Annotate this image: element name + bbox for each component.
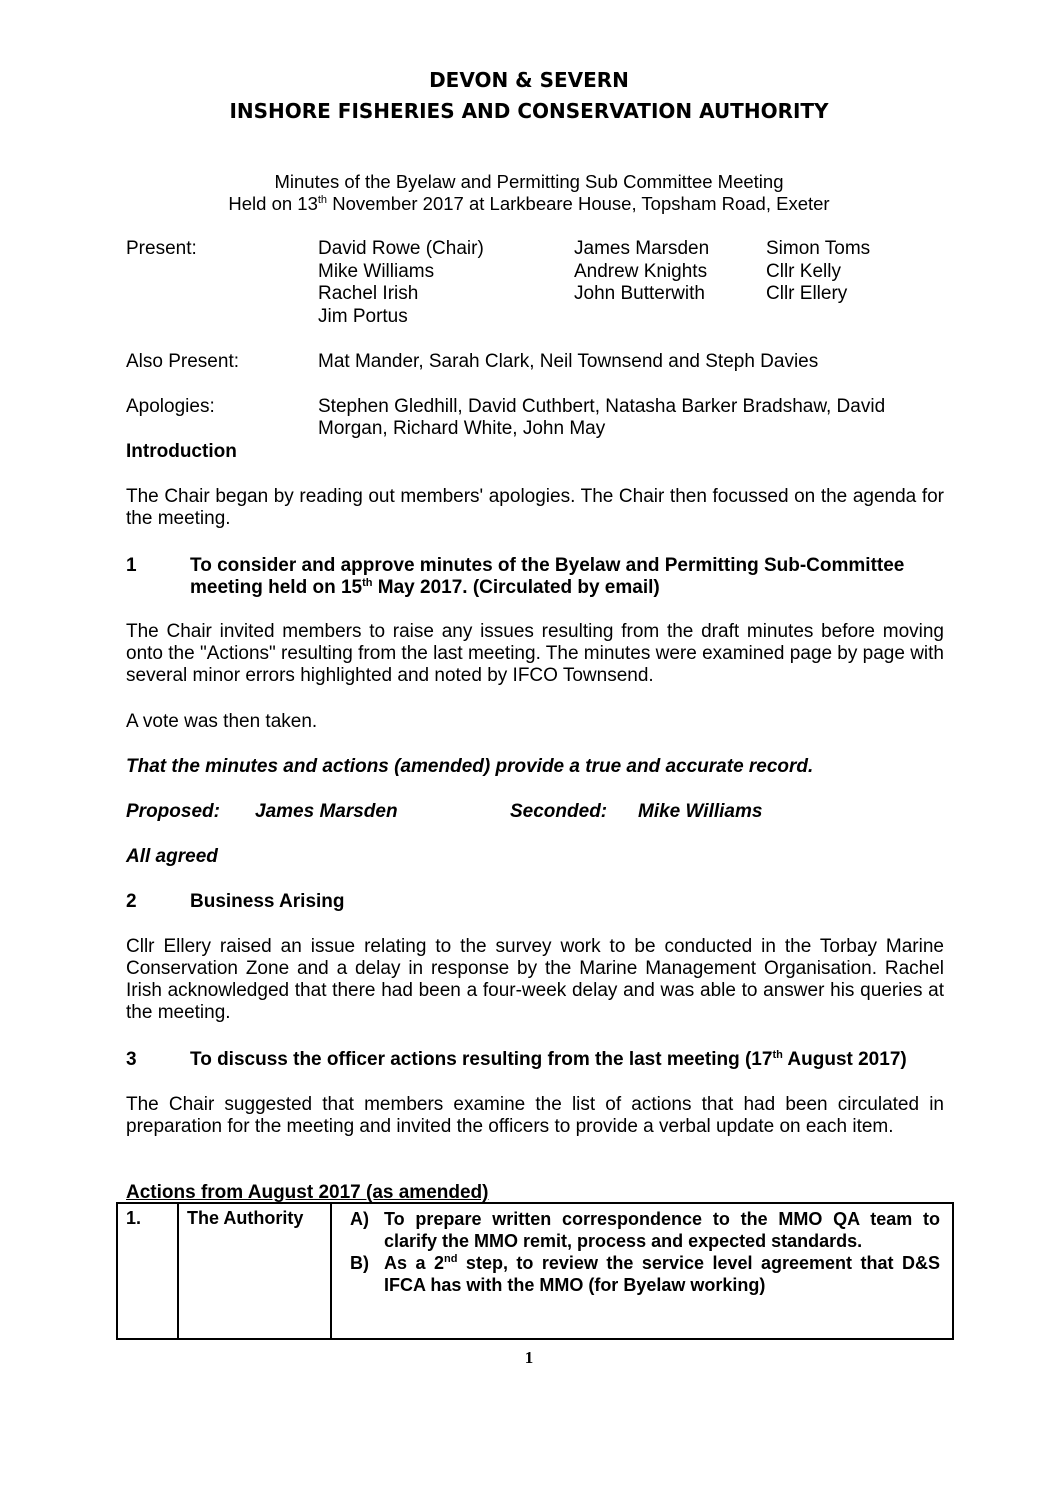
also-present-names: Mat Mander, Sarah Clark, Neil Townsend and Steph Davies xyxy=(318,351,819,372)
org-title-line1: DEVON & SEVERN xyxy=(429,68,629,92)
meeting-subtitle: Minutes of the Byelaw and Permitting Sub Committee Meeting xyxy=(274,171,784,192)
present-label: Present: xyxy=(126,238,197,259)
org-title-line2: INSHORE FISHERIES AND CONSERVATION AUTHORITY xyxy=(229,99,829,123)
attendee-name: Andrew Knights xyxy=(574,260,708,282)
apologies-label: Apologies: xyxy=(126,396,215,417)
item1-number: 1 xyxy=(126,555,137,576)
meeting-held-line: Held on 13th November 2017 at Larkbeare House, Topsham Road, Exeter xyxy=(228,193,830,214)
item3-text: The Chair suggested that members examine the list of actions that had been circulated in preparation for the meeting and invited the officers to provide a verbal update on each item. xyxy=(126,1094,944,1137)
attendee-name: David Rowe (Chair) xyxy=(318,238,484,259)
vote-text: A vote was then taken. xyxy=(126,711,318,732)
attendee-name: James Marsden xyxy=(574,238,710,259)
seconded-name: Mike Williams xyxy=(638,801,763,822)
page-number: 1 xyxy=(524,1348,534,1367)
attendee-name: Cllr Kelly xyxy=(766,260,841,282)
action-item-b-label: B) xyxy=(350,1253,369,1273)
item1-heading-line1: To consider and approve minutes of the Byelaw and Permitting Sub-Committee xyxy=(190,555,905,576)
also-present-label: Also Present: xyxy=(126,351,239,372)
item3-number: 3 xyxy=(126,1049,137,1070)
actions-table-caption: Actions from August 2017 (as amended) xyxy=(126,1182,489,1203)
introduction-heading: Introduction xyxy=(126,441,237,462)
action-item-b-text: As a 2nd step, to review the service level agreement that D&S IFCA has with the MMO (for Byelaw working) xyxy=(384,1253,940,1295)
apologies-names-line2: Morgan, Richard White, John May xyxy=(318,418,606,439)
resolution-text: That the minutes and actions (amended) provide a true and accurate record. xyxy=(126,756,814,777)
item3-heading: To discuss the officer actions resulting from the last meeting (17th August 2017) xyxy=(190,1049,907,1070)
item2-text: Cllr Ellery raised an issue relating to the survey work to be conducted in the Torbay Marine Conservation Zone and a delay in response by the Marine Management Organisation. Rachel Irish acknowledged that there had been a four-week delay and was able to answer his queries at the meeting. xyxy=(126,936,944,1023)
action-item-a xyxy=(340,1208,940,1252)
action-item-b xyxy=(340,1252,940,1296)
attendee-name: Rachel Irish xyxy=(318,283,419,304)
present-column-3 xyxy=(766,238,870,306)
present-column-2 xyxy=(574,238,709,306)
attendee-name: Jim Portus xyxy=(318,305,408,327)
actions-table xyxy=(116,1202,954,1340)
action-number-cell: 1. xyxy=(117,1203,178,1339)
seconded-label: Seconded: xyxy=(510,801,608,822)
apologies-names-line1: Stephen Gledhill, David Cuthbert, Natasha Barker Bradshaw, David xyxy=(318,396,886,417)
action-owner-cell: The Authority xyxy=(178,1203,331,1339)
item2-number: 2 xyxy=(126,891,137,912)
attendee-name: Mike Williams xyxy=(318,260,435,282)
proposed-name: James Marsden xyxy=(255,801,398,822)
action-details-cell xyxy=(331,1203,953,1339)
outcome-text: All agreed xyxy=(126,846,218,867)
attendee-name: Cllr Ellery xyxy=(766,283,848,304)
attendee-name: Simon Toms xyxy=(766,238,871,259)
present-column-1 xyxy=(318,238,484,328)
table-row xyxy=(117,1203,953,1339)
introduction-text: The Chair began by reading out members' apologies. The Chair then focussed on the agenda for the meeting. xyxy=(126,486,944,529)
item1-text: The Chair invited members to raise any issues resulting from the draft minutes before moving onto the "Actions" resulting from the last meeting. The minutes were examined page by page with several minor errors highlighted and noted by IFCO Townsend. xyxy=(126,621,944,686)
proposed-label: Proposed: xyxy=(126,801,220,822)
action-item-a-label: A) xyxy=(350,1209,369,1229)
item2-heading: Business Arising xyxy=(190,891,345,912)
item1-heading-line2: meeting held on 15th May 2017. (Circulated by email) xyxy=(190,577,660,598)
action-item-a-text: To prepare written correspondence to the MMO QA team to clarify the MMO remit, process and expected standards. xyxy=(384,1209,940,1251)
attendee-name: John Butterwith xyxy=(574,283,705,304)
